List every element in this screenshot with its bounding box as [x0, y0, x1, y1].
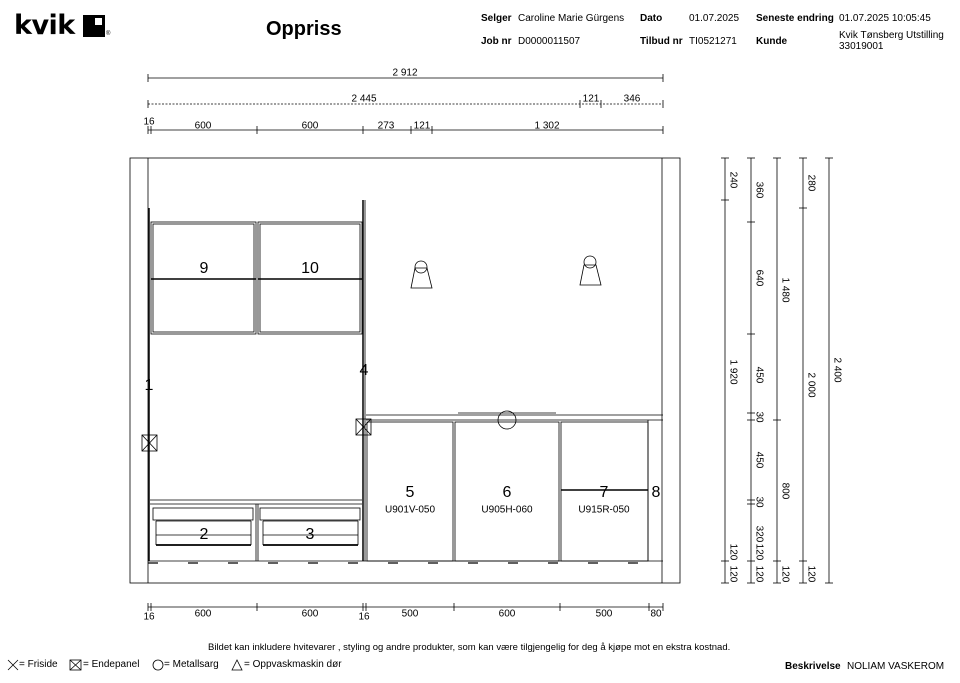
- dim-bottom-16b: 16: [358, 611, 370, 623]
- selger-label: Selger: [481, 13, 512, 24]
- logo-registered-mark: ®: [106, 31, 111, 37]
- label-3: 3: [305, 526, 315, 543]
- label-8: 8: [651, 484, 661, 501]
- dato-label: Dato: [640, 13, 663, 24]
- dim-top-121b: 121: [413, 120, 431, 132]
- dim-bottom-600c: 600: [498, 608, 516, 620]
- job-nr-label: Job nr: [481, 36, 512, 47]
- legend-oppvaskmaskin: = Oppvaskmaskin dør: [244, 659, 342, 670]
- dim-bottom-16a: 16: [143, 611, 155, 623]
- label-1: 1: [144, 377, 154, 394]
- label-4: 4: [359, 362, 369, 379]
- seneste-endring-label: Seneste endring: [756, 13, 834, 24]
- dim-right-c2-320: 320: [753, 525, 765, 543]
- kunde-value-line1: Kvik Tønsberg Utstilling: [839, 30, 944, 41]
- dim-right-c3-1480: 1 480: [779, 277, 791, 303]
- tilbud-nr-label: Tilbud nr: [640, 36, 683, 47]
- disclaimer-note: Bildet kan inkludere hvitevarer , styling og andre produkter, som kan være tilgjengelig for deg å kjøpe mot en ekstra kostnad.: [208, 642, 731, 653]
- dim-right-c2-120b: 120: [753, 565, 765, 583]
- dim-right-c2-450a: 450: [753, 366, 765, 384]
- code-cabinet-7: U915R-050: [578, 504, 630, 516]
- dim-top-273: 273: [377, 120, 395, 132]
- dim-top-600a: 600: [194, 120, 212, 132]
- label-10: 10: [301, 260, 319, 277]
- dim-right-c2-360: 360: [753, 181, 765, 199]
- dim-top-2445: 2 445: [351, 93, 377, 105]
- seneste-endring-value: 01.07.2025 10:05:45: [839, 13, 931, 24]
- dim-right-c1-240: 240: [727, 171, 739, 189]
- dim-bottom-500a: 500: [401, 608, 419, 620]
- dim-right-c1-1920: 1 920: [727, 359, 739, 385]
- kunde-value-line2: 33019001: [839, 41, 884, 52]
- dim-bottom-500b: 500: [595, 608, 613, 620]
- label-5: 5: [405, 484, 415, 501]
- dim-right-c1-120b: 120: [727, 565, 739, 583]
- code-cabinet-5: U901V-050: [384, 504, 436, 516]
- dim-right-c3-800: 800: [779, 482, 791, 500]
- dim-total-width: 2 912: [392, 67, 418, 79]
- label-6: 6: [502, 484, 512, 501]
- dim-bottom-600b: 600: [301, 608, 319, 620]
- dim-right-c2-450b: 450: [753, 451, 765, 469]
- tilbud-nr-value: TI0521271: [689, 36, 737, 47]
- label-9: 9: [199, 260, 209, 277]
- legend-metallsarg: = Metallsarg: [164, 659, 219, 670]
- page-title: Oppriss: [266, 18, 342, 40]
- dim-right-c2-640: 640: [753, 269, 765, 287]
- dato-value: 01.07.2025: [689, 13, 740, 24]
- dim-top-1302: 1 302: [534, 120, 560, 132]
- dim-right-c2-120a: 120: [753, 543, 765, 561]
- dim-right-c3-120: 120: [779, 565, 791, 583]
- dim-top-600b: 600: [301, 120, 319, 132]
- legend-friside: = Friside: [19, 659, 58, 670]
- description-label: Beskrivelse: [785, 661, 841, 672]
- kunde-label: Kunde: [756, 36, 788, 47]
- dim-bottom-80: 80: [650, 608, 662, 620]
- code-cabinet-6: U905H-060: [481, 504, 533, 516]
- dim-top-16: 16: [143, 116, 155, 128]
- description-value: NOLIAM VASKEROM: [847, 661, 945, 672]
- dim-right-c2-30a: 30: [753, 411, 765, 423]
- selger-value: Caroline Marie Gürgens: [518, 13, 625, 24]
- dim-right-c1-120a: 120: [727, 543, 739, 561]
- job-nr-value: D0000011507: [518, 36, 581, 47]
- label-7: 7: [599, 484, 609, 501]
- dim-right-c4-2000: 2 000: [805, 372, 817, 398]
- dim-top-121a: 121: [582, 93, 600, 105]
- dim-right-c4-280: 280: [805, 174, 817, 192]
- dim-bottom-600a: 600: [194, 608, 212, 620]
- dim-right-c2-30b: 30: [753, 496, 765, 508]
- legend-endepanel: = Endepanel: [83, 659, 140, 670]
- dim-top-346: 346: [623, 93, 641, 105]
- dim-right-c5-2400: 2 400: [831, 357, 843, 383]
- label-2: 2: [199, 526, 209, 543]
- dim-right-c4-120: 120: [805, 565, 817, 583]
- kvik-logo-text: kvik: [14, 10, 75, 41]
